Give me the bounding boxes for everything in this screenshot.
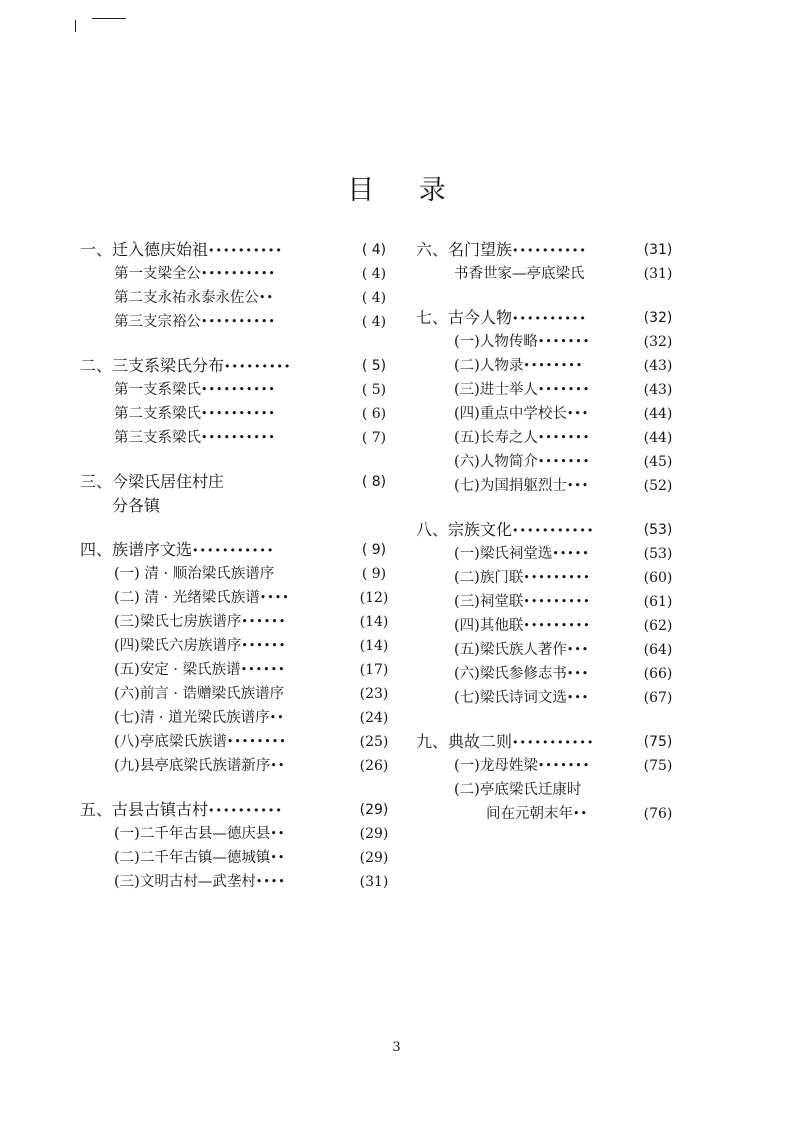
toc-page-ref: ( 6) xyxy=(361,406,387,422)
toc-page-ref: (29) xyxy=(359,850,389,866)
toc-heading[interactable] xyxy=(80,354,392,378)
dot-leader: ••• xyxy=(566,407,590,420)
dot-leader: ••••••• xyxy=(537,759,591,772)
toc-entry-text: (二) 清 · 光绪梁氏族谱 xyxy=(114,590,260,606)
toc-entry-text: (二)人物录 xyxy=(454,358,524,374)
toc-heading-text: 六、名门望族 xyxy=(416,240,513,259)
toc-page-ref: (31) xyxy=(643,266,673,282)
toc-entry[interactable] xyxy=(80,706,392,730)
toc-page-ref: (43) xyxy=(643,382,673,398)
toc-entry-text: (五)梁氏族人著作 xyxy=(454,642,567,658)
dot-leader: •• xyxy=(573,807,588,820)
toc-heading[interactable] xyxy=(80,798,392,822)
toc-heading-text: 四、族谱序文选 xyxy=(80,540,193,559)
toc-heading-text: 分各镇 xyxy=(112,496,161,515)
dot-leader: •••••• xyxy=(241,615,287,628)
toc-section xyxy=(80,798,392,894)
toc-page-ref: (29) xyxy=(359,802,389,818)
toc-heading-continuation xyxy=(80,494,392,518)
toc-entry-text: (一)人物传略 xyxy=(454,334,538,350)
toc-page-ref: (61) xyxy=(643,594,673,610)
toc-entry[interactable] xyxy=(80,402,392,426)
toc-entry[interactable] xyxy=(80,426,392,450)
toc-entry[interactable] xyxy=(416,662,678,686)
toc-entry[interactable] xyxy=(80,262,392,286)
toc-entry[interactable] xyxy=(416,778,678,802)
dot-leader: •• xyxy=(259,291,274,304)
toc-entry[interactable] xyxy=(80,610,392,634)
toc-heading[interactable] xyxy=(416,238,678,262)
toc-page-ref: (75) xyxy=(643,758,673,774)
page-title: 目 录 xyxy=(347,175,464,206)
toc-entry[interactable] xyxy=(416,686,678,710)
dot-leader: •••••••••• xyxy=(512,244,587,257)
toc-entry[interactable] xyxy=(416,262,678,286)
toc-page-ref: (45) xyxy=(643,454,673,470)
dot-leader: •••• xyxy=(259,591,290,604)
toc-entry-text: (一)龙母姓梁 xyxy=(454,758,538,774)
toc-page-ref: ( 8) xyxy=(361,474,387,490)
toc-section xyxy=(416,518,678,710)
dot-leader: •••••••• xyxy=(226,735,287,748)
dot-leader: ••••••• xyxy=(537,335,591,348)
toc-entry[interactable] xyxy=(80,286,392,310)
dot-leader: ••••••••• xyxy=(523,595,591,608)
toc-entry-text: 第二支永祐永泰永佐公 xyxy=(114,290,259,306)
toc-entry[interactable] xyxy=(80,870,392,894)
page-number: 3 xyxy=(392,1040,401,1055)
toc-page-ref: (75) xyxy=(643,734,673,750)
dot-leader: •• xyxy=(270,759,286,772)
toc-page-ref: ( 4) xyxy=(361,290,387,306)
toc-entry-text: (三)梁氏七房族谱序 xyxy=(114,614,242,630)
toc-entry[interactable] xyxy=(416,802,678,826)
toc-heading-text: 八、宗族文化 xyxy=(416,520,513,539)
toc-entry[interactable] xyxy=(80,682,392,706)
toc-entry[interactable] xyxy=(80,846,392,870)
toc-entry-text: (八)亭底梁氏族谱 xyxy=(114,734,227,750)
dot-leader: ••••••••• xyxy=(523,619,591,632)
toc-entry-text: (二)亭底梁氏迁康时 xyxy=(454,782,582,798)
dot-leader: •••••••••• xyxy=(208,244,283,257)
dot-leader: •••••• xyxy=(241,639,287,652)
toc-entry[interactable] xyxy=(416,614,678,638)
toc-entry-text: (三)文明古村—武垄村 xyxy=(114,874,256,890)
toc-page-ref: (26) xyxy=(359,758,389,774)
toc-entry[interactable] xyxy=(416,330,678,354)
dot-leader: ••••••••••• xyxy=(192,544,275,557)
toc-entry[interactable] xyxy=(80,730,392,754)
dot-leader: ••••••••• xyxy=(523,571,591,584)
toc-heading-text: 七、古今人物 xyxy=(416,308,513,327)
toc-entry[interactable] xyxy=(80,822,392,846)
dot-leader: ••••••••• xyxy=(224,360,292,373)
dot-leader: •••••••••• xyxy=(512,312,587,325)
toc-heading[interactable] xyxy=(80,538,392,562)
toc-page-ref: ( 5) xyxy=(361,358,387,374)
toc-section xyxy=(416,238,678,286)
toc-page-ref: ( 4) xyxy=(361,242,387,258)
toc-entry-text: (四)梁氏六房族谱序 xyxy=(114,638,242,654)
toc-entry[interactable] xyxy=(416,450,678,474)
toc-page-ref: (44) xyxy=(643,430,673,446)
toc-entry[interactable] xyxy=(416,566,678,590)
dot-leader: ••••••• xyxy=(537,431,591,444)
scan-mark xyxy=(92,18,126,19)
toc-heading-text: 九、典故二则 xyxy=(416,732,513,751)
toc-heading-text: 三、今梁氏居住村庄 xyxy=(80,472,225,491)
toc-page-ref: (14) xyxy=(359,614,389,630)
toc-page-ref: ( 9) xyxy=(361,566,387,582)
toc-page-ref: (64) xyxy=(643,642,673,658)
toc-entry[interactable] xyxy=(80,562,392,586)
toc-entry-text: (四)重点中学校长 xyxy=(454,406,567,422)
toc-page-ref: (31) xyxy=(643,242,673,258)
toc-entry[interactable] xyxy=(416,378,678,402)
toc-page-ref: (43) xyxy=(643,358,673,374)
toc-heading[interactable] xyxy=(416,518,678,542)
toc-entry-text: (二)二千年古镇—德城镇 xyxy=(114,850,271,866)
toc-entry-text: 第二支系梁氏 xyxy=(114,406,201,422)
toc-heading[interactable] xyxy=(416,306,678,330)
dot-leader: •• xyxy=(270,827,286,840)
toc-entry-text: 第一支梁全公 xyxy=(114,266,201,282)
toc-entry-text: (五)长寿之人 xyxy=(454,430,538,446)
dot-leader: ••••••••••• xyxy=(512,524,595,537)
dot-leader: •• xyxy=(269,711,285,724)
toc-column-right xyxy=(416,238,678,846)
toc-page-ref: ( 9) xyxy=(361,542,387,558)
toc-column-left xyxy=(80,238,392,914)
dot-leader: ••• xyxy=(566,479,590,492)
toc-page-ref: (66) xyxy=(643,666,673,682)
toc-entry[interactable] xyxy=(80,310,392,334)
toc-section xyxy=(416,306,678,498)
toc-heading[interactable] xyxy=(80,238,392,262)
toc-page-ref: ( 4) xyxy=(361,266,387,282)
toc-page-ref: (52) xyxy=(643,478,673,494)
toc-page-ref: (53) xyxy=(643,546,673,562)
toc-page-ref: (60) xyxy=(643,570,673,586)
toc-page-ref: ( 4) xyxy=(361,314,387,330)
toc-entry-text: (九)县亭底梁氏族谱新序 xyxy=(114,758,271,774)
dot-leader: •••••••••• xyxy=(201,383,276,396)
dot-leader: •••••• xyxy=(240,663,286,676)
toc-page-ref: (44) xyxy=(643,406,673,422)
scan-mark xyxy=(75,20,76,32)
toc-entry[interactable] xyxy=(80,586,392,610)
toc-entry-text: 第三支系梁氏 xyxy=(114,430,201,446)
toc-entry[interactable] xyxy=(416,474,678,498)
dot-leader: •••••••••• xyxy=(201,431,276,444)
toc-page-ref: (14) xyxy=(359,638,389,654)
dot-leader: •• xyxy=(270,851,286,864)
toc-entry-text: 第一支系梁氏 xyxy=(114,382,201,398)
dot-leader: •••••••• xyxy=(523,359,584,372)
dot-leader: ••••••••••• xyxy=(512,736,595,749)
toc-entry-text: (一) 清 · 顺治梁氏族谱序 xyxy=(114,566,275,582)
dot-leader: •••••••••• xyxy=(208,804,283,817)
toc-entry-text: (七)梁氏诗词文选 xyxy=(454,690,567,706)
toc-heading-text: 一、迁入德庆始祖 xyxy=(80,240,209,259)
dot-leader: •••• xyxy=(255,875,286,888)
toc-section xyxy=(80,470,392,518)
toc-heading[interactable] xyxy=(416,730,678,754)
toc-entry-text: 书香世家—亭底梁氏 xyxy=(454,266,585,282)
toc-entry-text: (二)族门联 xyxy=(454,570,524,586)
dot-leader: •••••••••• xyxy=(201,267,276,280)
toc-page-ref: (53) xyxy=(643,522,673,538)
toc-page-ref: (17) xyxy=(359,662,389,678)
toc-section xyxy=(416,730,678,826)
toc-entry[interactable] xyxy=(416,590,678,614)
toc-heading-text: 二、三支系梁氏分布 xyxy=(80,356,225,375)
toc-entry[interactable] xyxy=(416,542,678,566)
toc-page-ref: (31) xyxy=(359,874,389,890)
toc-section xyxy=(80,238,392,334)
toc-entry[interactable] xyxy=(416,402,678,426)
dot-leader: ••• xyxy=(566,667,590,680)
dot-leader: ••• xyxy=(566,643,590,656)
toc-entry[interactable] xyxy=(416,426,678,450)
toc-entry-text: (六)前言 · 诰赠梁氏族谱序 xyxy=(114,686,285,702)
toc-entry[interactable] xyxy=(416,754,678,778)
toc-entry-text: (六)人物简介 xyxy=(454,454,538,470)
toc-page-ref: (67) xyxy=(643,690,673,706)
toc-entry-text: (三)祠堂联 xyxy=(454,594,524,610)
dot-leader: ••••••• xyxy=(537,383,591,396)
toc-entry-text: (四)其他联 xyxy=(454,618,524,634)
toc-page-ref: (23) xyxy=(359,686,389,702)
toc-page-ref: (12) xyxy=(359,590,389,606)
toc-entry[interactable] xyxy=(80,378,392,402)
toc-entry-text: (一)梁氏祠堂选 xyxy=(454,546,553,562)
dot-leader: ••••• xyxy=(552,547,590,560)
toc-entry-text: (七)清 · 道光梁氏族谱序 xyxy=(114,710,270,726)
toc-entry[interactable] xyxy=(416,638,678,662)
toc-entry[interactable] xyxy=(80,754,392,778)
toc-entry[interactable] xyxy=(80,634,392,658)
toc-heading-text: 五、古县古镇古村 xyxy=(80,800,209,819)
toc-page-ref: (32) xyxy=(643,334,673,350)
toc-entry-text: (一)二千年古县—德庆县 xyxy=(114,826,271,842)
dot-leader: ••••••• xyxy=(537,455,591,468)
toc-entry[interactable] xyxy=(80,658,392,682)
toc-page-ref: (32) xyxy=(643,310,673,326)
toc-entry-text: (五)安定 · 梁氏族谱 xyxy=(114,662,241,678)
toc-entry-text: (七)为国捐躯烈士 xyxy=(454,478,567,494)
toc-page-ref: ( 7) xyxy=(361,430,387,446)
dot-leader: •••••••••• xyxy=(201,407,276,420)
toc-page-ref: (62) xyxy=(643,618,673,634)
toc-entry[interactable] xyxy=(416,354,678,378)
toc-page-ref: ( 5) xyxy=(361,382,387,398)
dot-leader: •••••••••• xyxy=(201,315,276,328)
toc-entry-text: (三)进士举人 xyxy=(454,382,538,398)
toc-section xyxy=(80,538,392,778)
toc-entry-text: 第三支宗裕公 xyxy=(114,314,201,330)
dot-leader: ••• xyxy=(566,691,590,704)
toc-page-ref: (25) xyxy=(359,734,389,750)
toc-entry-text: 间在元朝末年 xyxy=(486,806,573,822)
toc-heading[interactable] xyxy=(80,470,392,494)
toc-section xyxy=(80,354,392,450)
toc-page-ref: (24) xyxy=(359,710,389,726)
toc-page-ref: (76) xyxy=(643,806,673,822)
toc-entry-text: (六)梁氏参修志书 xyxy=(454,666,567,682)
toc-page-ref: (29) xyxy=(359,826,389,842)
